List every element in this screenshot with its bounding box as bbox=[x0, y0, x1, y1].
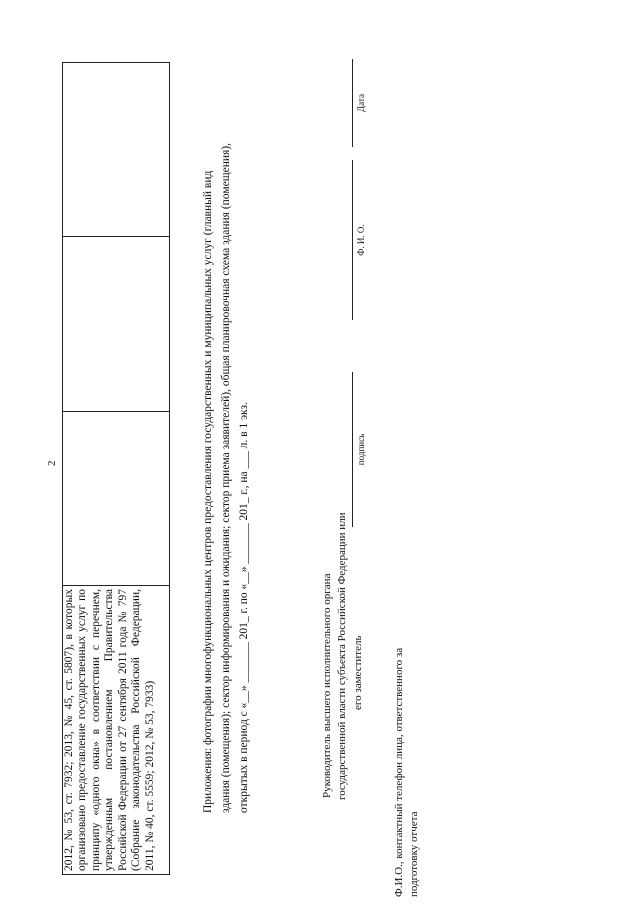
appendix-line-3: открытых в период с «__» _______ 201_ г. по «__» _______ 201_ г., на ___ л. в 1 экз. bbox=[237, 402, 250, 813]
table-row bbox=[63, 63, 170, 875]
page-number: 2 bbox=[46, 460, 58, 466]
table-cell-empty bbox=[63, 63, 170, 237]
date-caption: Дата bbox=[356, 94, 366, 112]
date-line bbox=[352, 59, 353, 147]
official-title bbox=[320, 480, 366, 800]
signature-line bbox=[352, 372, 353, 527]
official-title-line-1: Руководитель высшего исполнительного органа bbox=[321, 573, 333, 798]
contact-line-2: подготовку отчета bbox=[408, 811, 421, 897]
appendix-line-1: Приложения: фотографии многофункциональных центров предоставления государственных и муниципальных услуг (главный вид bbox=[202, 170, 214, 813]
table bbox=[62, 62, 170, 875]
table-cell-empty bbox=[63, 411, 170, 585]
official-title-line-2: государственной власти субъекта Российской Федерации или bbox=[336, 512, 349, 800]
signature-caption: подпись bbox=[356, 433, 366, 466]
official-title-line-3: его заместитель bbox=[351, 635, 364, 710]
table-cell-text: 2012, № 53, ст. 7932; 2013, № 45, ст. 5807), в которых организовано предоставление государственных услуг по принципу «одного окна» в соответствии с перечнем, утвержденным постановлением Правительства Российской Федерации от 27 сентября 2011 года № 797 (Собрание законодательства Российской Федерации, 2011, № 40, ст. 5559; 2012, № 53, 7933) bbox=[63, 586, 170, 875]
appendix-line-2: здания (помещения); сектор информирования и ожидания; сектор приема заявителей), общая планировочная схема здания (помещения), bbox=[219, 142, 232, 813]
table-cell-empty bbox=[63, 237, 170, 411]
appendix-text bbox=[200, 53, 253, 813]
name-line bbox=[352, 160, 353, 320]
contact-block bbox=[392, 577, 423, 897]
name-caption: Ф. И. О. bbox=[356, 224, 366, 256]
contact-line-1: Ф.И.О., контактный телефон лица, ответственного за bbox=[393, 647, 405, 897]
